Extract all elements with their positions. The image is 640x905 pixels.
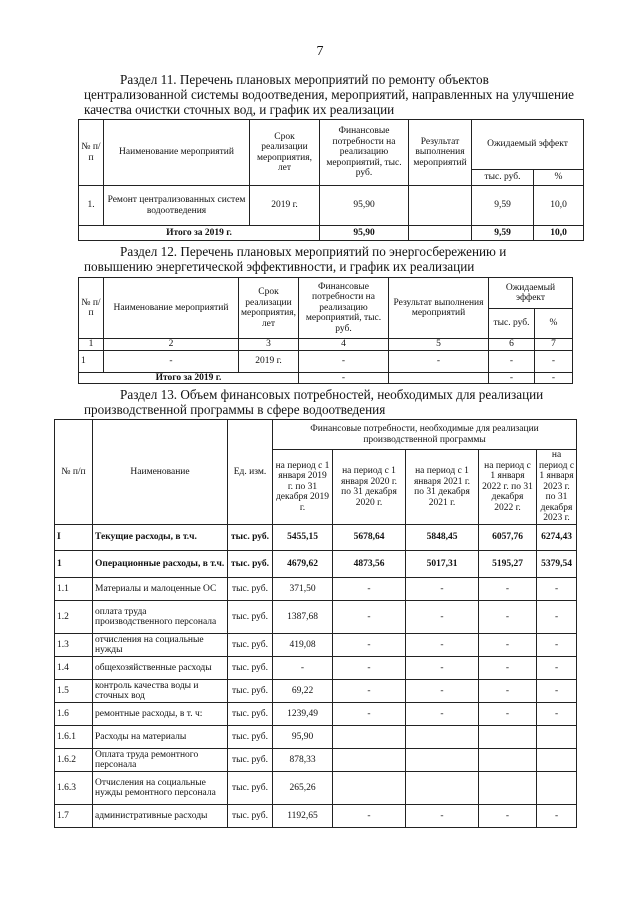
cell-unit: тыс. руб. — [228, 578, 273, 601]
col-header-finance: Финансовые потребности на реализацию мероприятий, тыс. руб. — [299, 278, 389, 339]
section-12-heading-line1: Раздел 12. Перечень плановых мероприятий по энергосбережению и — [120, 244, 507, 259]
column-number-row — [79, 339, 573, 351]
cell-finance: 95,90 — [320, 186, 409, 226]
section-11-heading-line1: Раздел 11. Перечень плановых мероприятий по ремонту объектов — [120, 72, 489, 87]
col-header-period-2021: на период с 1 января 2021 г. по 31 декабря 2021 г. — [406, 450, 479, 525]
cell-term: 2019 г. — [250, 186, 320, 226]
table-row — [79, 186, 584, 226]
section-12-heading-rest: повышению энергетической эффективности, и график их реализации — [84, 259, 475, 274]
col-header-finance-group: Финансовые потребности, необходимые для реализации производственной программы — [273, 420, 577, 450]
cell-value: - — [479, 634, 537, 657]
table-row — [55, 634, 577, 657]
total-label: Итого за 2019 г. — [79, 372, 299, 384]
cell-value: 5678,64 — [333, 525, 406, 551]
cell-value: - — [333, 657, 406, 680]
cell-value: - — [333, 703, 406, 726]
cell-effect-pct: - — [535, 350, 573, 372]
col-number: 7 — [535, 339, 573, 351]
cell-value: 419,08 — [273, 634, 333, 657]
cell-value: - — [537, 634, 577, 657]
cell-unit: тыс. руб. — [228, 772, 273, 805]
cell-value: - — [537, 680, 577, 703]
cell-value — [333, 749, 406, 772]
cell-value: - — [406, 680, 479, 703]
total-result — [389, 372, 489, 384]
col-header-period-2023: на период с 1 января 2023 г. по 31 декабря 2023 г. — [537, 450, 577, 525]
table-row — [55, 703, 577, 726]
total-effect-pct: - — [535, 372, 573, 384]
col-header-finance: Финансовые потребности на реализацию мероприятий, тыс. руб. — [320, 120, 409, 186]
total-row — [79, 226, 584, 241]
cell-num: 1.3 — [55, 634, 93, 657]
cell-value — [406, 726, 479, 749]
cell-unit: тыс. руб. — [228, 634, 273, 657]
table-row — [55, 749, 577, 772]
cell-num: 1.6.1 — [55, 726, 93, 749]
cell-value: 5455,15 — [273, 525, 333, 551]
cell-result — [409, 186, 472, 226]
cell-name: ремонтные расходы, в т. ч: — [93, 703, 228, 726]
cell-unit: тыс. руб. — [228, 657, 273, 680]
col-header-effect-rub: тыс. руб. — [489, 309, 535, 339]
cell-value: - — [273, 657, 333, 680]
cell-value — [537, 749, 577, 772]
cell-value: - — [406, 601, 479, 634]
col-header-unit: Ед. изм. — [228, 420, 273, 525]
total-finance: - — [299, 372, 389, 384]
section-11-table — [78, 119, 584, 241]
total-result — [409, 226, 472, 241]
cell-value: 265,26 — [273, 772, 333, 805]
cell-term: 2019 г. — [239, 350, 299, 372]
cell-num: 1.1 — [55, 578, 93, 601]
table-row — [55, 578, 577, 601]
cell-unit: тыс. руб. — [228, 749, 273, 772]
page-number: 7 — [316, 44, 324, 59]
cell-value: - — [333, 578, 406, 601]
cell-num: 1.2 — [55, 601, 93, 634]
total-effect-rub: - — [489, 372, 535, 384]
section-11-heading — [84, 72, 574, 117]
col-header-num: № п/п — [79, 120, 104, 186]
cell-value — [479, 772, 537, 805]
cell-num: 1 — [55, 551, 93, 578]
cell-num: 1.6 — [55, 703, 93, 726]
cell-name: оплата труда производственного персонала — [93, 601, 228, 634]
cell-num: 1. — [79, 186, 104, 226]
cell-value: - — [333, 634, 406, 657]
cell-value — [537, 726, 577, 749]
cell-num: 1.6.2 — [55, 749, 93, 772]
cell-value: - — [479, 805, 537, 828]
cell-value: - — [479, 680, 537, 703]
table-row — [55, 772, 577, 805]
cell-name: - — [104, 350, 239, 372]
cell-value: 371,50 — [273, 578, 333, 601]
cell-value: 1387,68 — [273, 601, 333, 634]
col-header-effect-rub: тыс. руб. — [472, 170, 534, 186]
table-row — [55, 551, 577, 578]
cell-name: Ремонт централизованных систем водоотведения — [104, 186, 250, 226]
total-effect-pct: 10,0 — [534, 226, 584, 241]
cell-num: I — [55, 525, 93, 551]
cell-name: общехозяйственные расходы — [93, 657, 228, 680]
table-row — [55, 657, 577, 680]
total-label: Итого за 2019 г. — [79, 226, 320, 241]
cell-unit: тыс. руб. — [228, 601, 273, 634]
cell-value: - — [479, 578, 537, 601]
cell-value — [479, 726, 537, 749]
col-number: 5 — [389, 339, 489, 351]
section-13-heading-rest: производственной программы в сфере водоотведения — [84, 402, 386, 417]
cell-name: Оплата труда ремонтного персонала — [93, 749, 228, 772]
cell-value: 5195,27 — [479, 551, 537, 578]
col-header-effect-pct: % — [535, 309, 573, 339]
cell-name: административные расходы — [93, 805, 228, 828]
cell-name: Расходы на материалы — [93, 726, 228, 749]
cell-name: Текущие расходы, в т.ч. — [93, 525, 228, 551]
total-effect-rub: 9,59 — [472, 226, 534, 241]
cell-value: 6057,76 — [479, 525, 537, 551]
cell-value: 4873,56 — [333, 551, 406, 578]
col-header-effect: Ожидаемый эффект — [489, 278, 573, 309]
cell-value: - — [537, 805, 577, 828]
col-header-period-2019: на период с 1 января 2019 г. по 31 декабря 2019 г. — [273, 450, 333, 525]
cell-unit: тыс. руб. — [228, 805, 273, 828]
cell-value: 6274,43 — [537, 525, 577, 551]
col-number: 1 — [79, 339, 104, 351]
cell-value — [479, 749, 537, 772]
cell-value: - — [479, 601, 537, 634]
col-header-name: Наименование — [93, 420, 228, 525]
cell-value — [406, 749, 479, 772]
cell-num: 1.7 — [55, 805, 93, 828]
col-header-effect: Ожидаемый эффект — [472, 120, 584, 170]
col-number: 6 — [489, 339, 535, 351]
col-header-name: Наименование мероприятий — [104, 120, 250, 186]
cell-name: Материалы и малоценные ОС — [93, 578, 228, 601]
section-12-table — [78, 277, 573, 384]
cell-value: - — [333, 805, 406, 828]
cell-value: 5017,31 — [406, 551, 479, 578]
cell-name: отчисления на социальные нужды — [93, 634, 228, 657]
cell-value — [406, 772, 479, 805]
cell-value — [537, 772, 577, 805]
section-13-heading-line1: Раздел 13. Объем финансовых потребностей, необходимых для реализации — [120, 387, 544, 402]
table-row — [79, 350, 573, 372]
cell-value: 5379,54 — [537, 551, 577, 578]
cell-value — [333, 772, 406, 805]
col-number: 4 — [299, 339, 389, 351]
cell-value — [333, 726, 406, 749]
cell-value: - — [406, 805, 479, 828]
col-header-period-2020: на период с 1 января 2020 г. по 31 декабря 2020 г. — [333, 450, 406, 525]
cell-value: - — [537, 578, 577, 601]
col-number: 2 — [104, 339, 239, 351]
cell-finance: - — [299, 350, 389, 372]
table-row — [55, 805, 577, 828]
col-header-num: № п/п — [55, 420, 93, 525]
cell-unit: тыс. руб. — [228, 551, 273, 578]
col-header-effect-pct: % — [534, 170, 584, 186]
col-header-term: Срок реализации мероприятия, лет — [239, 278, 299, 339]
col-header-num: № п/п — [79, 278, 104, 339]
cell-value: 69,22 — [273, 680, 333, 703]
col-number: 3 — [239, 339, 299, 351]
cell-unit: тыс. руб. — [228, 525, 273, 551]
cell-value: - — [406, 657, 479, 680]
cell-value: 95,90 — [273, 726, 333, 749]
cell-unit: тыс. руб. — [228, 726, 273, 749]
cell-value: - — [537, 657, 577, 680]
cell-value: - — [333, 680, 406, 703]
cell-value: - — [406, 703, 479, 726]
col-header-result: Результат выполнения мероприятий — [389, 278, 489, 339]
section-11-heading-rest: централизованной системы водоотведения, мероприятий, направленных на улучшение качества очистки сточных вод, и график их реализации — [84, 87, 574, 117]
table-row — [55, 726, 577, 749]
cell-value: - — [537, 703, 577, 726]
cell-value: - — [479, 703, 537, 726]
cell-effect-pct: 10,0 — [534, 186, 584, 226]
cell-name: контроль качества воды и сточных вод — [93, 680, 228, 703]
cell-value: - — [333, 601, 406, 634]
cell-unit: тыс. руб. — [228, 703, 273, 726]
cell-value: - — [537, 601, 577, 634]
cell-num: 1.4 — [55, 657, 93, 680]
cell-value: - — [479, 657, 537, 680]
cell-num: 1.5 — [55, 680, 93, 703]
cell-unit: тыс. руб. — [228, 680, 273, 703]
cell-value: - — [406, 578, 479, 601]
cell-name: Отчисления на социальные нужды ремонтного персонала — [93, 772, 228, 805]
table-row — [55, 601, 577, 634]
col-header-result: Результат выполнения мероприятий — [409, 120, 472, 186]
cell-value: - — [406, 634, 479, 657]
section-12-heading — [84, 244, 574, 274]
cell-num: 1 — [79, 350, 104, 372]
section-13-heading — [84, 387, 574, 417]
cell-result: - — [389, 350, 489, 372]
cell-num: 1.6.3 — [55, 772, 93, 805]
table-row — [55, 680, 577, 703]
table-row — [55, 525, 577, 551]
cell-value: 1192,65 — [273, 805, 333, 828]
total-finance: 95,90 — [320, 226, 409, 241]
col-header-period-2022: на период с 1 января 2022 г. по 31 декабря 2022 г. — [479, 450, 537, 525]
cell-name: Операционные расходы, в т.ч. — [93, 551, 228, 578]
col-header-name: Наименование мероприятий — [104, 278, 239, 339]
cell-effect-rub: - — [489, 350, 535, 372]
col-header-term: Срок реализации мероприятия, лет — [250, 120, 320, 186]
cell-value: 4679,62 — [273, 551, 333, 578]
cell-value: 5848,45 — [406, 525, 479, 551]
cell-value: 1239,49 — [273, 703, 333, 726]
section-13-table — [54, 419, 577, 828]
cell-value: 878,33 — [273, 749, 333, 772]
total-row — [79, 372, 573, 384]
cell-effect-rub: 9,59 — [472, 186, 534, 226]
